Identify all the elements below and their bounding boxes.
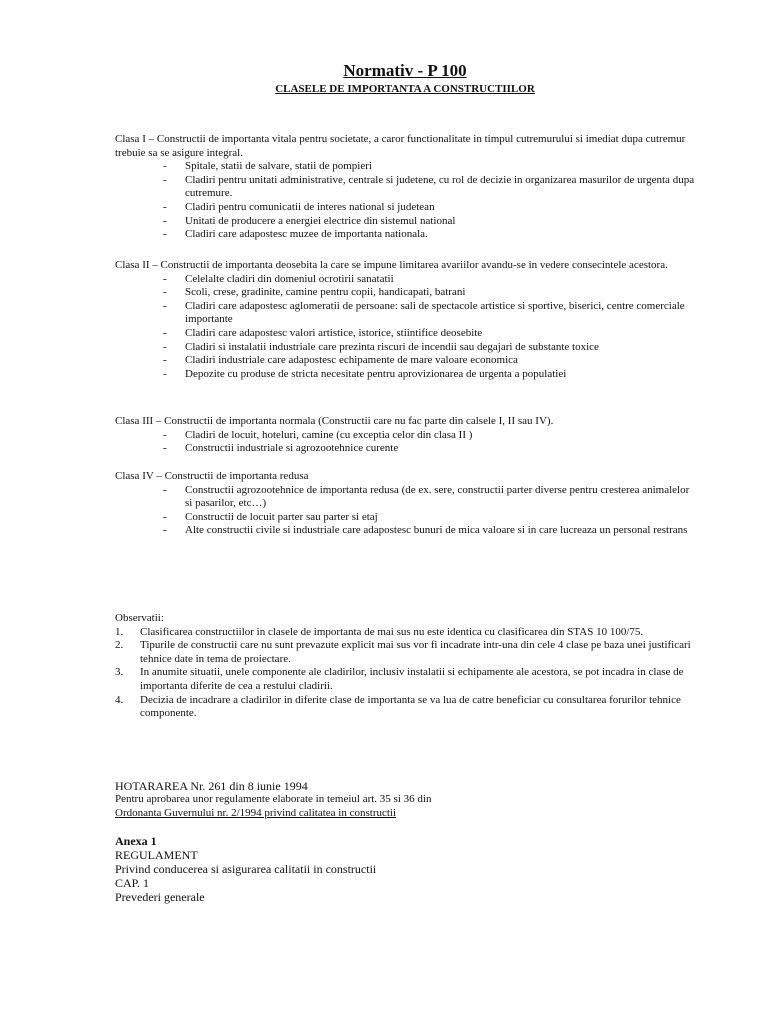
class-section-1 (115, 133, 695, 242)
list-item: - Cladiri care adapostesc muzee de importanta nationala. (115, 228, 695, 242)
list-item: - Constructii industriale si agrozootehnice curente (115, 442, 695, 456)
class-items-list (115, 484, 695, 538)
decision-purpose: Pentru aprobarea unor regulamente elaborate in temeiul art. 35 si 36 din (115, 793, 432, 805)
list-item (115, 666, 695, 693)
item-text: Clasificarea constructiilor in clasele de importanta de mai sus nu este identica cu clasificarea din STAS 10 100/75. (140, 625, 644, 638)
page-title: Normativ - P 100 (343, 61, 467, 80)
item-number: 1. (115, 625, 124, 638)
list-item: - Alte constructii civile si industriale care adapostesc bunuri de mica valoare si in care lucreaza un personal restrans (115, 524, 695, 538)
item-text: Tipurile de constructii care nu sunt prevazute explicit mai sus vor fi incadrate intr-una din cele 4 clase pe baza unei justificari tehnice date in tema de proiectare. (140, 639, 691, 665)
list-item (115, 626, 695, 640)
annex-chapter-title: Prevederi generale (115, 890, 205, 904)
list-item: - Cladiri care adapostesc aglomeratii de persoane: sali de spectacole artistice si sportive, biserici, centre comerciale importante (115, 300, 695, 327)
annex-purpose: Privind conducerea si asigurarea calitatii in constructii (115, 862, 377, 876)
annex-regulation: REGULAMENT (115, 848, 198, 862)
list-item: - Cladiri industriale care adapostesc echipamente de mare valoare economica (115, 354, 695, 368)
document-page (115, 60, 695, 904)
item-number: 2. (115, 639, 124, 652)
list-item (115, 639, 695, 666)
list-item: - Scoli, crese, gradinite, camine pentru copii, handicapati, batrani (115, 286, 695, 300)
class-items-list (115, 160, 695, 242)
class-items-list (115, 429, 695, 456)
annex-title: Anexa 1 (115, 834, 157, 848)
list-item: - Constructii de locuit parter sau parter si etaj (115, 511, 695, 525)
decision-section (115, 779, 695, 820)
class-items-list (115, 273, 695, 382)
list-item (115, 694, 695, 721)
list-item: - Cladiri de locuit, hoteluri, camine (cu exceptia celor din clasa II ) (115, 429, 695, 443)
decision-title: HOTARAREA Nr. 261 din 8 iunie 1994 (115, 779, 308, 793)
class-intro: Clasa III – Constructii de importanta normala (Constructii care nu fac parte din calsele I, II sau IV). (115, 415, 554, 427)
page-subtitle: CLASELE DE IMPORTANTA A CONSTRUCTIILOR (275, 83, 535, 95)
list-item: - Constructii agrozootehnice de importanta redusa (de ex. sere, constructii parter diverse pentru cresterea animalelor si pasarilor, etc…) (115, 484, 695, 511)
list-item: - Celelalte cladiri din domeniul ocrotirii sanatatii (115, 273, 695, 287)
annex-section (115, 834, 695, 904)
annex-chapter: CAP. 1 (115, 876, 150, 890)
class-section-4 (115, 470, 695, 538)
list-item: - Cladiri si instalatii industriale care prezinta riscuri de incendii sau degajari de substante toxice (115, 341, 695, 355)
class-section-3 (115, 415, 695, 456)
item-number: 3. (115, 666, 124, 679)
class-intro: Clasa IV – Constructii de importanta redusa (115, 470, 309, 482)
item-text: In anumite situatii, unele componente ale cladirilor, inclusiv instalatii si echipamente ale acestora, se pot incadra in clase de importanta diferite de cea a restului cladirii. (140, 666, 684, 692)
list-item: - Cladiri pentru unitati administrative, centrale si judetene, cu rol de decizie in organizarea masurilor de urgenta dupa cutremure. (115, 174, 695, 201)
list-item: - Depozite cu produse de stricta necesitate pentru aprovizionarea de urgenta a populatiei (115, 368, 695, 382)
class-section-2 (115, 259, 695, 381)
list-item: - Cladiri care adapostesc valori artistice, istorice, stiintifice deosebite (115, 327, 695, 341)
observations-heading: Observatii: (115, 612, 164, 624)
list-item: - Cladiri pentru comunicatii de interes national si judetean (115, 201, 695, 215)
list-item: - Spitale, statii de salvare, statii de pompieri (115, 160, 695, 174)
decision-reference: Ordonanta Guvernului nr. 2/1994 privind calitatea in constructii (115, 806, 397, 819)
observations-section (115, 612, 695, 721)
class-intro: Clasa II – Constructii de importanta deosebita la care se impune limitarea avariilor avandu-se in vedere consecintele acestora. (115, 259, 668, 271)
class-intro: Clasa I – Constructii de importanta vitala pentru societate, a caror functionalitate in timpul cutremurului si imediat dupa cutremur trebuie sa se asigure integral. (115, 133, 686, 159)
observations-list (115, 626, 695, 721)
list-item: - Unitati de producere a energiei electrice din sistemul national (115, 215, 695, 229)
item-number: 4. (115, 693, 124, 706)
item-text: Decizia de incadrare a cladirilor in diferite clase de importanta se va lua de catre beneficiar cu consultarea forurilor tehnice componente. (140, 693, 681, 720)
